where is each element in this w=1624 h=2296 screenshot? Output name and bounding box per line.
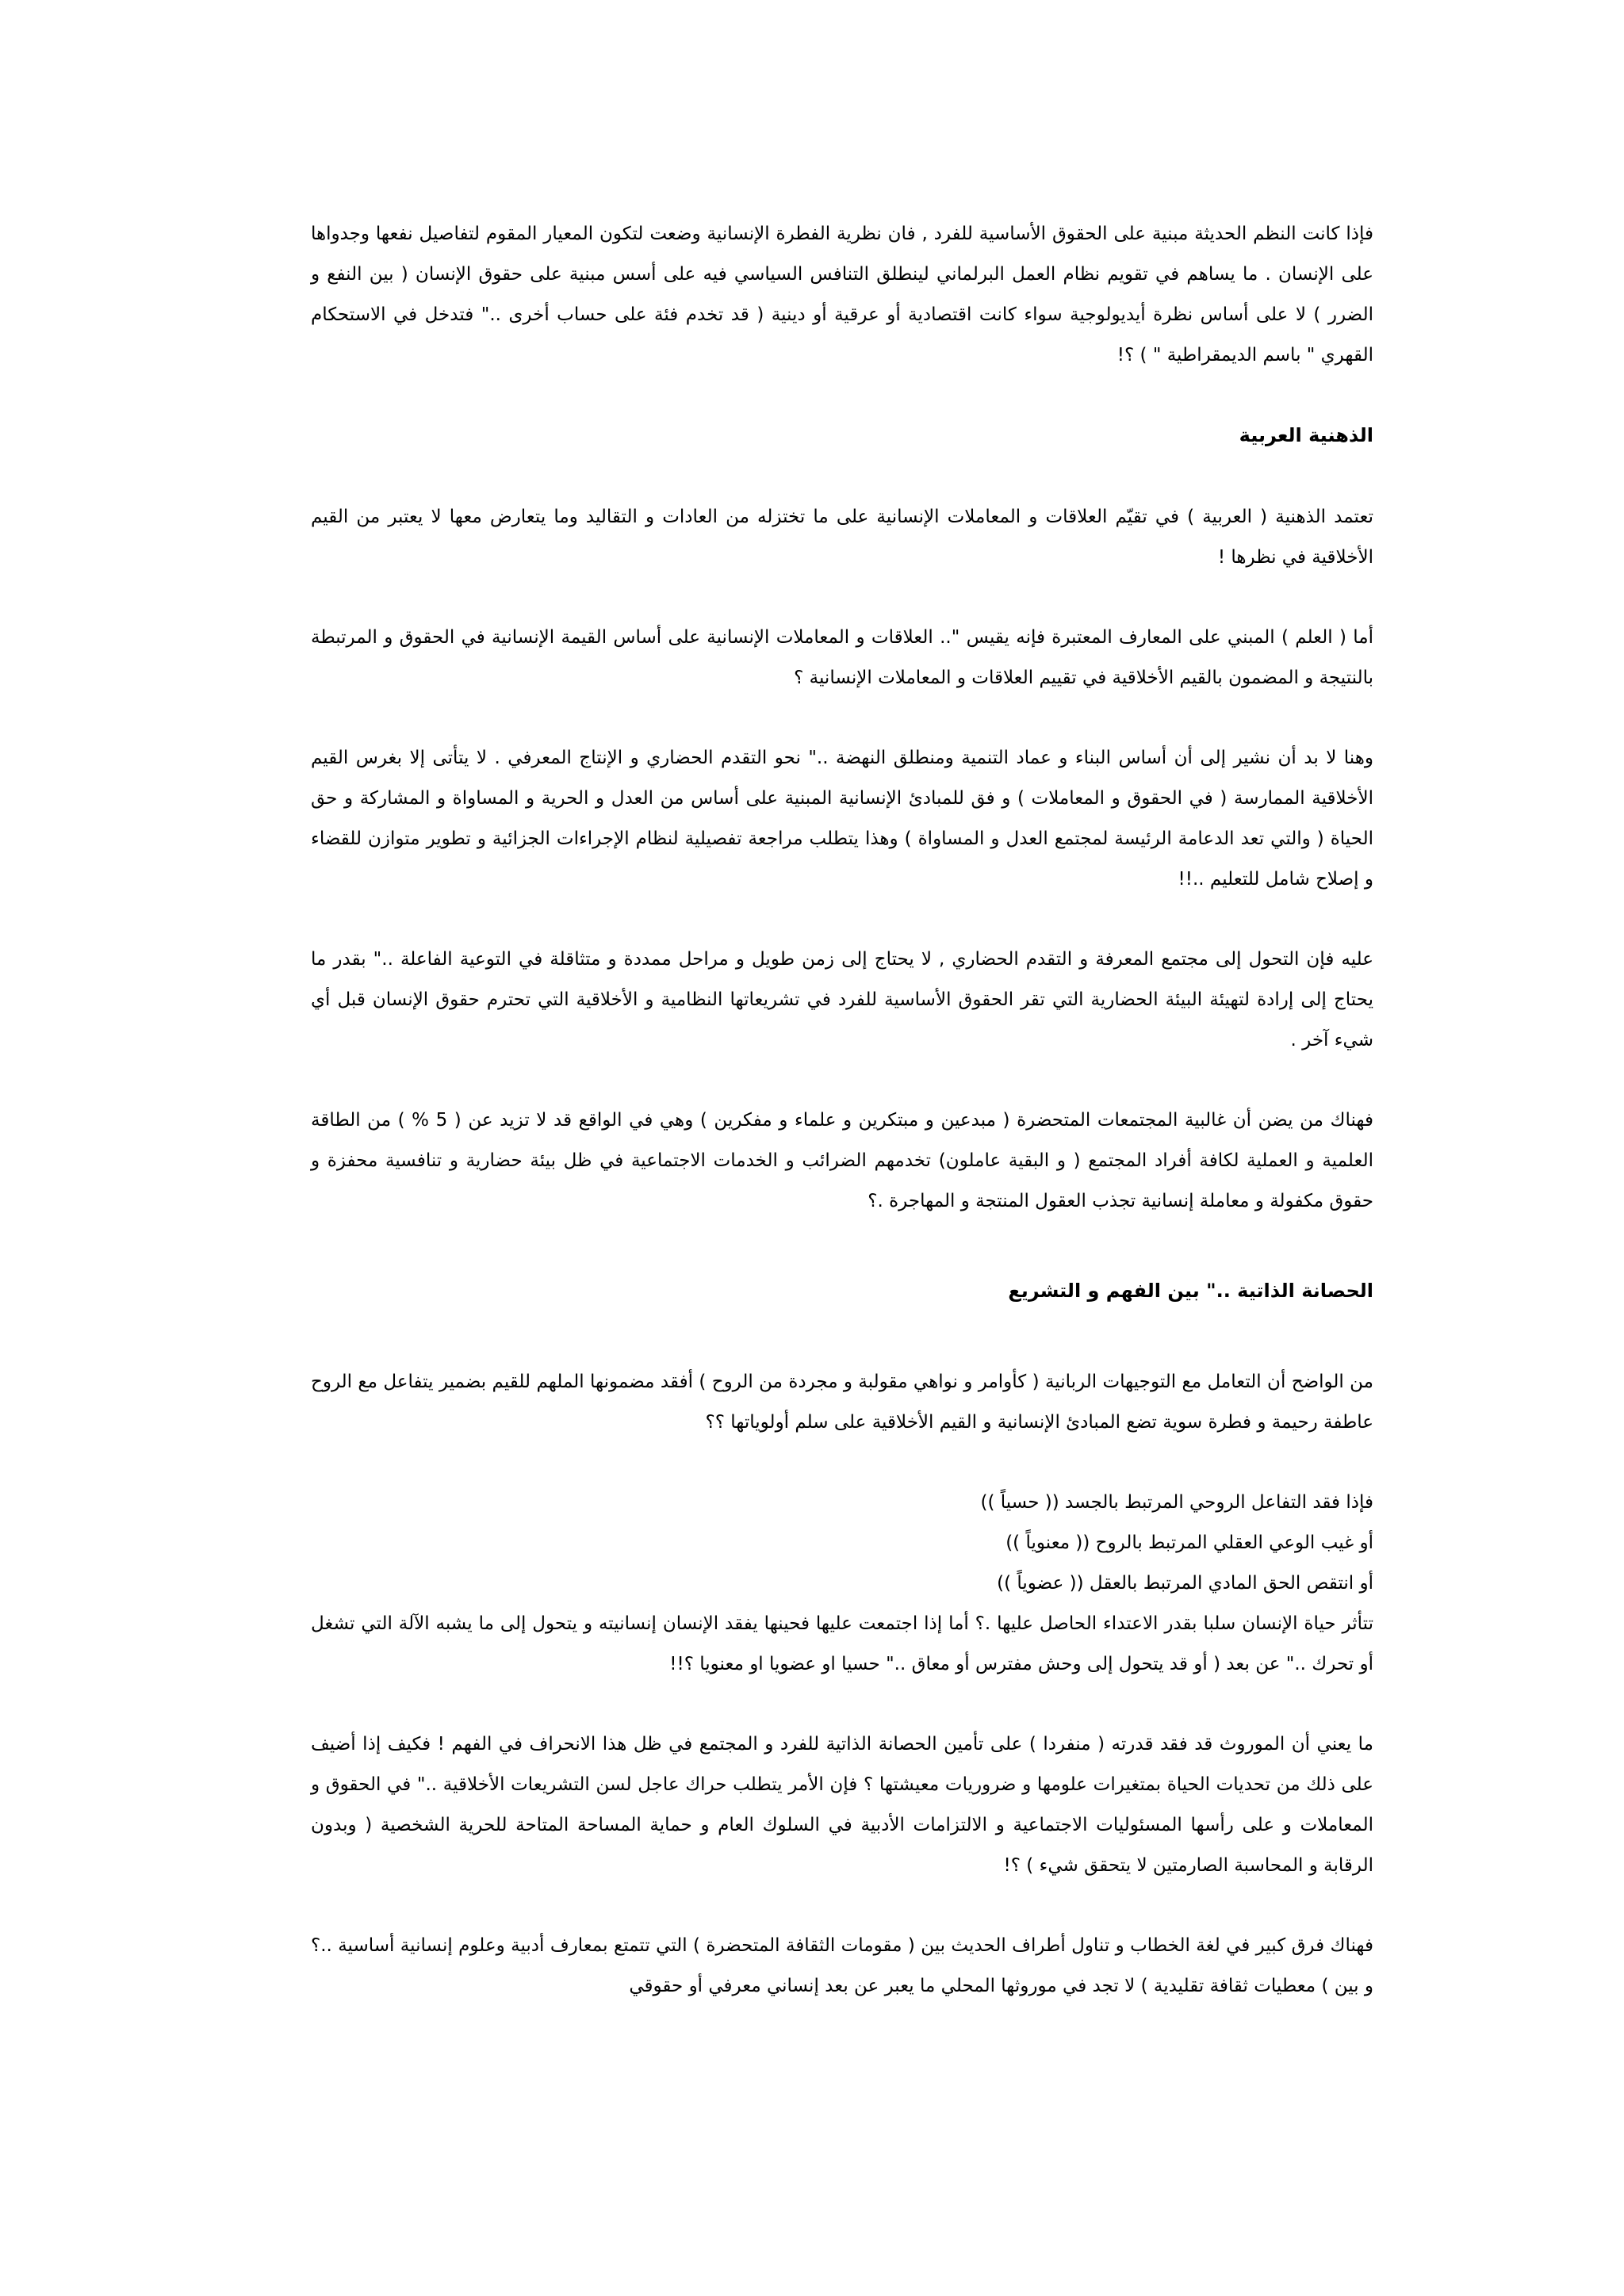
paragraph-arab-mentality: تعتمد الذهنية ( العربية ) في تقيّم العلاقات و المعاملات الإنسانية على ما تختزله من العادات و التقاليد وما يتعارض معها لا يعتبر من القيم الأخلاقية في نظرها ! [311, 507, 1373, 568]
section-heading-arab-mentality: الذهنية العربية [1239, 424, 1373, 446]
list-line-physical: أو انتقص الحق المادي المرتبط بالعقل (( عضوياً )) [997, 1573, 1373, 1594]
paragraph-discourse: فهناك فرق كبير في لغة الخطاب و تناول أطراف الحديث بين ( مقومات الثقافة المتحضرة ) التي تتمتع بمعارف أدبية وعلوم إنسانية أساسية ..؟ و بين ) معطيات ثقافة تقليدية ) لا تجد في موروثها المحلي ما يعبر عن بعد إنساني معرفي أو حقوقي [311, 1935, 1373, 1996]
list-line-moral: أو غيب الوعي العقلي المرتبط بالروح (( معنوياً )) [1005, 1533, 1373, 1553]
paragraph-transformation: عليه فإن التحول إلى مجتمع المعرفة و التقدم الحضاري , لا يحتاج إلى زمن طويل و مراحل ممددة و متثاقلة في التوعية الفاعلة .." بقدر ما يحتاج إلى إرادة لتهيئة البيئة الحضارية التي تقر الحقوق الأساسية للفرد في تشريعاتها النظامية و الأخلاقية التي تحترم حقوق الإنسان قبل أي شيء آخر . [311, 949, 1373, 1050]
intro-paragraph: فإذا كانت النظم الحديثة مبنية على الحقوق الأساسية للفرد , فان نظرية الفطرة الإنسانية وضعت لتكون المعيار المقوم لتفاصيل نفعها وجدواها على الإنسان . ما يساهم في تقويم نظام العمل البرلماني لينطلق التنافس السياسي فيه على أسس مبنية على حقوق الإنسان ( بين النفع و الضرر ) لا على أساس نظرة أيديولوجية سواء كانت اقتصادية أو عرقية أو دينية ( قد تخدم فئة على حساب أخرى .." فتدخل في الاستحكام القهري " باسم الديمقراطية " ) ؟! [311, 224, 1373, 365]
conditions-list [311, 1483, 1373, 1685]
paragraph-divine-guidance: من الواضح أن التعامل مع التوجيهات الربانية ( كأوامر و نواهي مقولبة و مجردة من الروح ) أفقد مضمونها الملهم للقيم بضمير يتفاعل مع الروح عاطفة رحيمة و فطرة سوية تضع المبادئ الإنسانية و القيم الأخلاقية على سلم أولوياتها ؟؟ [311, 1372, 1373, 1433]
paragraph-foundation: وهنا لا بد أن نشير إلى أن أساس البناء و عماد التنمية ومنطلق النهضة .." نحو التقدم الحضاري و الإنتاج المعرفي . لا يتأتى إلا بغرس القيم الأخلاقية الممارسة ( في الحقوق و المعاملات ) و فق للمبادئ الإنسانية المبنية على أساس من العدل و الحرية و المساواة و المشاركة و حق الحياة ( والتي تعد الدعامة الرئيسة لمجتمع العدل و المساواة ) وهذا يتطلب مراجعة تفصيلية لنظام الإجراءات الجزائية و تطوير متوازن للقضاء و إصلاح شامل للتعليم ..!! [311, 748, 1373, 890]
paragraph-heritage: ما يعني أن الموروث قد فقد قدرته ( منفردا ) على تأمين الحصانة الذاتية للفرد و المجتمع في ظل هذا الانحراف في الفهم ! فكيف إذا أضيف على ذلك من تحديات الحياة بمتغيرات علومها و ضروريات معيشتها ؟ فإن الأمر يتطلب حراك عاجل لسن التشريعات الأخلاقية .." في الحقوق و المعاملات و على رأسها المسئوليات الاجتماعية و الالتزامات الأدبية في السلوك العام و حماية المساحة المتاحة للحرية الشخصية ( وبدون الرقابة و المحاسبة الصارمتين لا يتحقق شيء ) ؟! [311, 1734, 1373, 1876]
list-line-consequence: تتأثر حياة الإنسان سلبا بقدر الاعتداء الحاصل عليها .؟ أما إذا اجتمعت عليها فحينها يفقد الإنسان إنسانيته و يتحول إلى ما يشبه الآلة التي تشغل أو تحرك .." عن بعد ( أو قد يتحول إلى وحش مفترس أو معاق .." حسيا او عضويا او معنويا ؟!! [311, 1613, 1373, 1674]
paragraph-societies: فهناك من يضن أن غالبية المجتمعات المتحضرة ( مبدعين و مبتكرين و علماء و مفكرين ) وهي في الواقع قد لا تزيد عن ( 5 % ) من الطاقة العلمية و العملية لكافة أفراد المجتمع ( و البقية عاملون) تخدمهم الضرائب و الخدمات الاجتماعية في ظل بيئة حضارية و تنافسية محفزة و حقوق مكفولة و معاملة إنسانية تجذب العقول المنتجة و المهاجرة .؟ [311, 1110, 1373, 1211]
paragraph-science: أما ( العلم ) المبني على المعارف المعتبرة فإنه يقيس ".. العلاقات و المعاملات الإنسانية على أساس القيمة الإنسانية في الحقوق و المرتبطة بالنتيجة و المضمون بالقيم الأخلاقية في تقييم العلاقات و المعاملات الإنسانية ؟ [311, 627, 1373, 688]
document-body [311, 214, 1373, 2046]
list-line-sensory: فإذا فقد التفاعل الروحي المرتبط بالجسد (( حسياً )) [980, 1492, 1373, 1513]
section-heading-self-immunity: الحصانة الذاتية .." بين الفهم و التشريع [1008, 1280, 1373, 1302]
